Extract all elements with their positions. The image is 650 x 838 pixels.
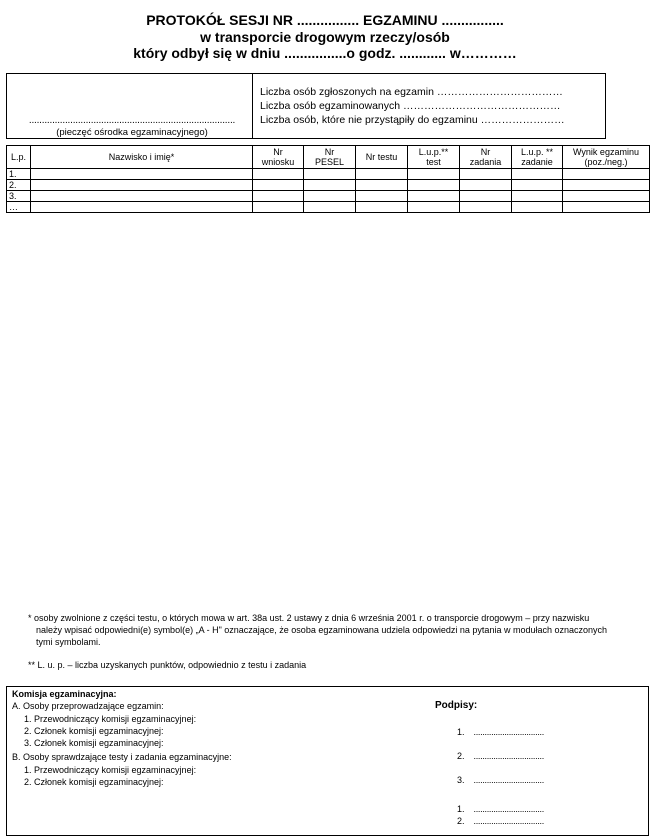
cell-test-no[interactable] <box>356 202 408 213</box>
signature-line[interactable] <box>457 750 544 762</box>
col-header-test-points: L.u.p.** test <box>408 146 460 169</box>
cell-test-points[interactable] <box>408 180 460 191</box>
signature-dots: ................................ <box>473 816 544 826</box>
cell-result[interactable] <box>563 169 650 180</box>
cell-test-no[interactable] <box>356 180 408 191</box>
member-b2: 2. Członek komisji egzaminacyjnej: <box>24 777 164 787</box>
signature-line[interactable] <box>457 726 544 738</box>
cell-task-no[interactable] <box>460 180 512 191</box>
member-a1: 1. Przewodniczący komisji egzaminacyjnej: <box>24 714 197 724</box>
cell-result[interactable] <box>563 180 650 191</box>
cell-name[interactable] <box>31 191 253 202</box>
signatures-title: Podpisy: <box>435 700 478 711</box>
row-number: 2. <box>7 180 31 191</box>
session-date-line: który odbył się w dniu ................o godz. ............ w………… <box>133 45 517 61</box>
count-absent: Liczba osób, które nie przystąpiły do egzaminu …………………… <box>260 114 565 126</box>
footnotes <box>28 612 608 671</box>
cell-application-no[interactable] <box>253 180 304 191</box>
commission-title: Komisja egzaminacyjna: <box>12 689 117 699</box>
cell-result[interactable] <box>563 202 650 213</box>
col-header-test-no: Nr testu <box>356 146 408 169</box>
cell-task-no[interactable] <box>460 169 512 180</box>
cell-test-no[interactable] <box>356 191 408 202</box>
table-header-row <box>7 146 650 169</box>
signature-dots: ................................ <box>473 804 544 814</box>
cell-name[interactable] <box>31 202 253 213</box>
signature-number: 1. <box>457 727 465 737</box>
signature-number: 2. <box>457 751 465 761</box>
count-registered: Liczba osób zgłoszonych na egzamin ……………………………… <box>260 86 563 98</box>
member-a2: 2. Członek komisji egzaminacyjnej: <box>24 726 164 736</box>
cell-application-no[interactable] <box>253 202 304 213</box>
participant-counts <box>260 85 565 127</box>
table-row <box>7 202 650 213</box>
cell-name[interactable] <box>31 169 253 180</box>
cell-task-points[interactable] <box>512 169 563 180</box>
cell-result[interactable] <box>563 191 650 202</box>
cell-task-points[interactable] <box>512 191 563 202</box>
footnote-points: ** L. u. p. – liczba uzyskanych punktów, odpowiednio z testu i zadania <box>28 660 307 670</box>
commission-box <box>6 686 649 836</box>
signature-line[interactable] <box>457 774 544 786</box>
cell-test-no[interactable] <box>356 169 408 180</box>
signature-number: 1. <box>457 804 465 814</box>
cell-task-no[interactable] <box>460 191 512 202</box>
signature-line[interactable] <box>457 815 544 827</box>
table-row <box>7 191 650 202</box>
cell-test-points[interactable] <box>408 191 460 202</box>
row-number: 3. <box>7 191 31 202</box>
session-info-box <box>6 73 606 139</box>
box-divider <box>252 74 253 138</box>
document-subtitle: w transporcie drogowym rzeczy/osób <box>200 29 450 45</box>
signature-dots: ................................ <box>473 775 544 785</box>
col-header-task-no: Nr zadania <box>460 146 512 169</box>
signature-number: 3. <box>457 775 465 785</box>
section-a-label: A. Osoby przeprowadzające egzamin: <box>12 701 164 711</box>
cell-application-no[interactable] <box>253 191 304 202</box>
col-header-lp: L.p. <box>7 146 31 169</box>
candidates-table <box>6 145 650 213</box>
stamp-label: (pieczęć ośrodka egzaminacyjnego) <box>56 127 208 138</box>
cell-name[interactable] <box>31 180 253 191</box>
col-header-result: Wynik egzaminu (poz./neg.) <box>563 146 650 169</box>
signature-dots: ................................ <box>473 751 544 761</box>
col-header-application-no: Nr wniosku <box>253 146 304 169</box>
row-number: 1. <box>7 169 31 180</box>
cell-pesel[interactable] <box>304 191 356 202</box>
cell-test-points[interactable] <box>408 169 460 180</box>
col-header-pesel: Nr PESEL <box>304 146 356 169</box>
section-b-label: B. Osoby sprawdzające testy i zadania egzaminacyjne: <box>12 752 232 762</box>
stamp-placeholder: ................................................................................ <box>28 115 236 126</box>
cell-pesel[interactable] <box>304 169 356 180</box>
document-title: PROTOKÓŁ SESJI NR ................ EGZAMINU ................ <box>146 12 504 28</box>
col-header-name: Nazwisko i imię* <box>31 146 253 169</box>
cell-pesel[interactable] <box>304 180 356 191</box>
cell-task-no[interactable] <box>460 202 512 213</box>
member-a3: 3. Członek komisji egzaminacyjnej: <box>24 738 164 748</box>
member-b1: 1. Przewodniczący komisji egzaminacyjnej: <box>24 765 197 775</box>
footnote-exempt: * osoby zwolnione z części testu, o których mowa w art. 38a ust. 2 ustawy z dnia 6 września 2001 r. o transporcie drogowym – przy nazwisku należy wpisać odpowiedni(e) symbol(e) „A - H" oznaczające, że osoba egzaminowana udziela odpowiedzi na pytania w modułach oznaczonych tymi symbolami. <box>28 613 608 647</box>
signature-dots: ................................ <box>473 727 544 737</box>
table-row <box>7 169 650 180</box>
count-examined: Liczba osób egzaminowanych ……………………………………… <box>260 100 561 112</box>
cell-task-points[interactable] <box>512 180 563 191</box>
table-row <box>7 180 650 191</box>
signature-line[interactable] <box>457 803 544 815</box>
cell-task-points[interactable] <box>512 202 563 213</box>
row-number: … <box>7 202 31 213</box>
cell-test-points[interactable] <box>408 202 460 213</box>
cell-application-no[interactable] <box>253 169 304 180</box>
cell-pesel[interactable] <box>304 202 356 213</box>
signature-number: 2. <box>457 816 465 826</box>
col-header-task-points: L.u.p. ** zadanie <box>512 146 563 169</box>
